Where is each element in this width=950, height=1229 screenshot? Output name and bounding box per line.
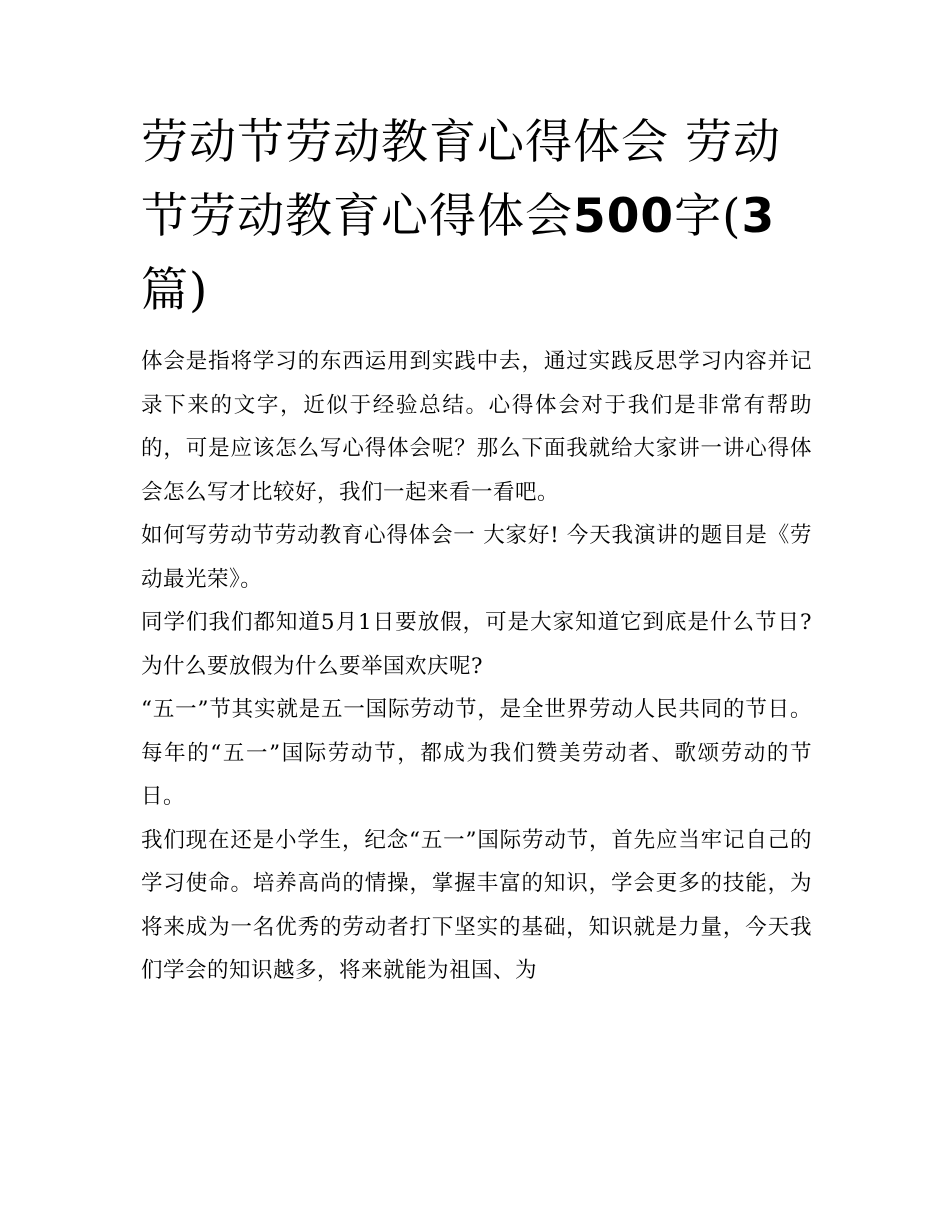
title-number-3: 3 [741, 189, 776, 244]
document-body [141, 340, 812, 993]
title-text-pian: 篇) [141, 263, 209, 318]
paragraph-speech-opening: 如何写劳动节劳动教育心得体会一 大家好! 今天我演讲的题目是《劳动最光荣》。 [141, 523, 812, 592]
document-title [141, 106, 812, 328]
title-text: 劳动节劳动教育心得体会 劳动节劳动教育心得体会 [141, 115, 781, 244]
paragraph-student-mission: 我们现在还是小学生，纪念“五一”国际劳动节，首先应当牢记自己的学习使命。培养高尚的情操，掌握丰富的知识，学会更多的技能，为将来成为一名优秀的劳动者打下坚实的基础，知识就是力量，今天我们学会的知识越多，将来就能为祖国、为 [141, 827, 812, 983]
paragraph-may-day-question: 同学们我们都知道5月1日要放假，可是大家知道它到底是什么节日?为什么要放假为什么要举国欢庆呢? [141, 610, 812, 679]
title-number-500: 500 [573, 189, 675, 244]
paragraph-intro: 体会是指将学习的东西运用到实践中去，通过实践反思学习内容并记录下来的文字，近似于经验总结。心得体会对于我们是非常有帮助的，可是应该怎么写心得体会呢？那么下面我就给大家讲一讲心得体会怎么写才比较好，我们一起来看一看吧。 [141, 349, 812, 505]
paragraph-labor-day-meaning: “五一”节其实就是五一国际劳动节，是全世界劳动人民共同的节日。每年的“五一”国际劳动节，都成为我们赞美劳动者、歌颂劳动的节日。 [141, 697, 812, 809]
title-text-zi: 字( [674, 189, 742, 244]
